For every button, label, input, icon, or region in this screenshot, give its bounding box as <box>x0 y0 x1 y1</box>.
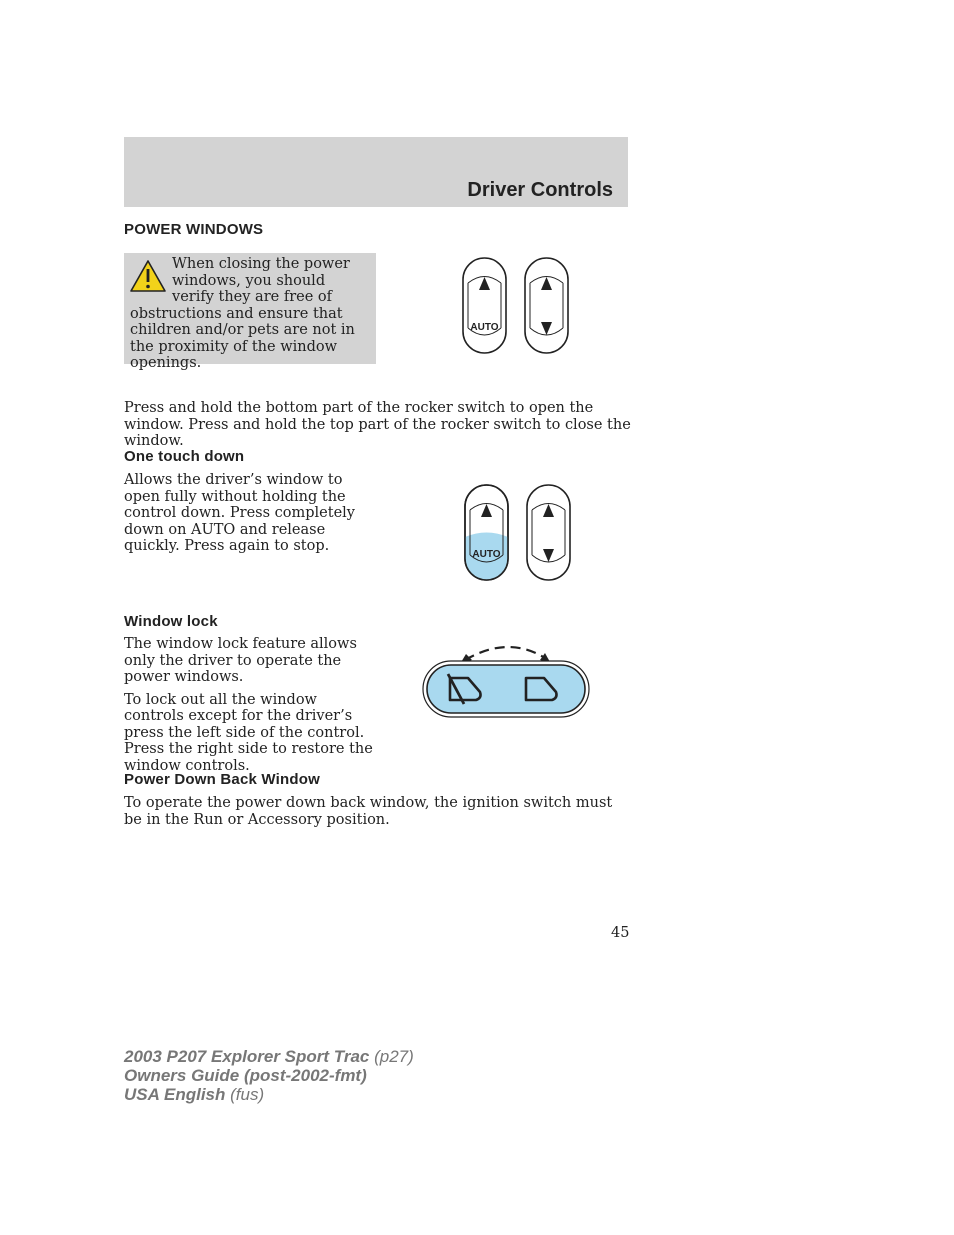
footer-language-code: (fus) <box>230 1085 265 1104</box>
footer-model-code: (p27) <box>374 1047 414 1066</box>
one-touch-down-heading: One touch down <box>124 448 245 465</box>
footer-line-1 <box>124 1047 414 1066</box>
window-lock-heading: Window lock <box>124 613 218 630</box>
warning-box <box>124 253 376 371</box>
auto-rocker-switch-pressed <box>465 485 508 580</box>
one-touch-down-figure <box>457 482 582 584</box>
footer-model: 2003 P207 Explorer Sport Trac <box>124 1047 370 1066</box>
auto-label: AUTO <box>472 549 501 560</box>
page-title: Driver Controls <box>467 179 613 201</box>
power-windows-heading: POWER WINDOWS <box>124 221 264 238</box>
auto-rocker-switch <box>463 258 506 353</box>
rocker-switch <box>525 258 568 353</box>
page-number: 45 <box>611 925 630 941</box>
footer-guide: Owners Guide (post-2002-fmt) <box>124 1066 367 1085</box>
power-down-back-window-heading: Power Down Back Window <box>124 771 320 788</box>
warning-text: When closing the power windows, you should verify they are free of obstructions and ensure that children and/or pets are not in the proximity of the window openings. <box>130 256 355 371</box>
auto-label: AUTO <box>470 322 499 333</box>
window-lock-figure <box>420 638 595 722</box>
window-lock-paragraph-2: To lock out all the window controls except for the driver’s press the left side of the control. Press the right side to restore the window controls. <box>124 691 373 774</box>
footer-line-2 <box>124 1066 414 1085</box>
window-lock-paragraph-1: The window lock feature allows only the driver to operate the power windows. <box>124 636 357 685</box>
rocker-switches-figure <box>455 255 580 357</box>
one-touch-down-body: Allows the driver’s window to open fully without holding the control down. Press completely down on AUTO and release quickly. Press again to stop. <box>124 472 356 554</box>
header-band <box>124 137 628 207</box>
document-footer <box>124 1047 414 1104</box>
power-windows-body: Press and hold the bottom part of the rocker switch to open the window. Press and hold the top part of the rocker switch to close the window. <box>124 400 631 449</box>
toggle-direction-arrow <box>465 647 548 660</box>
rocker-switch <box>527 485 570 580</box>
footer-line-3 <box>124 1085 414 1104</box>
footer-language: USA English <box>124 1085 226 1104</box>
warning-triangle-icon <box>128 258 168 294</box>
window-lock-body <box>124 636 379 780</box>
power-down-back-window-body: To operate the power down back window, the ignition switch must be in the Run or Accessory position. <box>124 795 613 828</box>
